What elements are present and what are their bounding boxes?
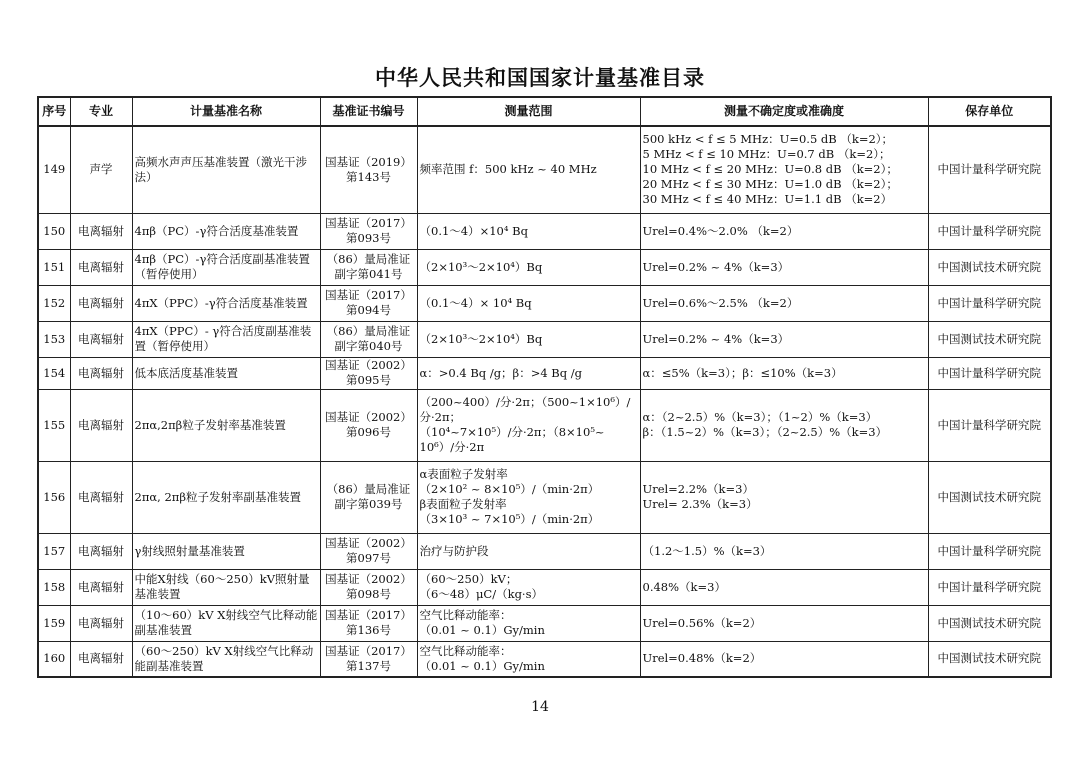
table-row [38, 213, 1051, 249]
cell-major: 电离辐射 [70, 533, 132, 569]
cell-name: 4πX（PPC）-γ符合活度基准装置 [132, 285, 320, 321]
page-title: 中华人民共和国国家计量基准目录 [375, 65, 705, 90]
cell-cert-line: 国基证（2002） [325, 358, 412, 372]
cell-unit: 中国计量科学研究院 [928, 569, 1051, 605]
cell-uncertainty-line: α：（2~2.5）%（k=3）；（1~2）%（k=3） [642, 410, 878, 424]
table-row [38, 249, 1051, 285]
cell-range [417, 569, 640, 605]
header-unit: 保存单位 [928, 97, 1051, 126]
cell-range-line: 空气比释动能率： [419, 643, 512, 658]
cell-uncertainty-line: Urel=0.48%（k=2） [642, 651, 762, 666]
cell-cert [320, 126, 417, 213]
cell-major: 电离辐射 [70, 249, 132, 285]
cell-cert [320, 641, 417, 677]
cell-range [417, 533, 640, 569]
cell-uncertainty [640, 389, 928, 461]
header-major: 专业 [70, 97, 132, 126]
cell-uncertainty [640, 213, 928, 249]
cell-uncertainty [640, 641, 928, 677]
cell-range-line: （0.01 ~ 0.1）Gy/min [419, 623, 545, 637]
cell-cert-line: 第143号 [346, 169, 391, 184]
cell-cert-line: 副字第041号 [334, 267, 403, 281]
page-number: 14 [531, 699, 549, 715]
cell-no: 154 [38, 357, 70, 389]
cell-cert-line: （86）量局准证 [326, 324, 411, 338]
cell-uncertainty-line: Urel=0.6%～2.5% （k=2） [642, 295, 799, 310]
standards-table [37, 96, 1052, 678]
cell-range [417, 461, 640, 533]
cell-uncertainty [640, 605, 928, 641]
cell-uncertainty-line: α：≤5%（k=3）；β：≤10%（k=3） [642, 365, 843, 380]
cell-uncertainty [640, 569, 928, 605]
cell-unit: 中国计量科学研究院 [928, 533, 1051, 569]
cell-no: 151 [38, 249, 70, 285]
table-row [38, 533, 1051, 569]
cell-range-line: （2×10³～2×10⁴）Bq [419, 259, 543, 274]
cell-name: 中能X射线（60～250）kV照射量基准装置 [132, 569, 320, 605]
table-row [38, 641, 1051, 677]
cell-range-line: （0.1～4）×10⁴ Bq [419, 223, 528, 238]
cell-cert-line: 第095号 [346, 373, 391, 387]
cell-range-line: 10⁶）/分·2π [419, 440, 485, 454]
cell-no: 149 [38, 126, 70, 213]
cell-cert-line: 国基证（2017） [325, 608, 412, 622]
cell-uncertainty-line: 30 MHz < f ≤ 40 MHz：U=1.1 dB （k=2） [642, 192, 893, 207]
cell-no: 158 [38, 569, 70, 605]
header-range: 测量范围 [417, 97, 640, 126]
cell-cert [320, 461, 417, 533]
cell-range-line: β表面粒子发射率 [419, 497, 507, 511]
table-header-row [38, 97, 1051, 126]
cell-major: 电离辐射 [70, 285, 132, 321]
cell-cert-line: 国基证（2002） [325, 536, 412, 550]
cell-uncertainty-line: （1.2～1.5）%（k=3） [642, 543, 772, 558]
cell-uncertainty [640, 461, 928, 533]
header-uncertainty: 测量不确定度或准确度 [640, 97, 928, 126]
cell-range [417, 213, 640, 249]
cell-cert-line: 第097号 [346, 551, 391, 565]
cell-cert-line: 国基证（2017） [325, 216, 412, 230]
header-cert: 基准证书编号 [320, 97, 417, 126]
cell-no: 160 [38, 641, 70, 677]
cell-major: 电离辐射 [70, 605, 132, 641]
cell-range-line: （60～250）kV； [419, 572, 518, 586]
cell-cert-line: （86）量局准证 [326, 252, 411, 266]
cell-uncertainty [640, 357, 928, 389]
cell-range [417, 249, 640, 285]
cell-unit: 中国计量科学研究院 [928, 357, 1051, 389]
table-row [38, 357, 1051, 389]
cell-major: 电离辐射 [70, 569, 132, 605]
cell-unit: 中国测试技术研究院 [928, 461, 1051, 533]
cell-name: 高频水声声压基准装置（激光干涉法） [132, 126, 320, 213]
cell-cert-line: 第094号 [346, 303, 391, 317]
cell-name: 4πX（PPC）- γ符合活度副基准装置（暂停使用） [132, 321, 320, 357]
cell-major: 电离辐射 [70, 213, 132, 249]
cell-uncertainty [640, 126, 928, 213]
cell-cert-line: 国基证（2017） [325, 643, 412, 658]
table-row [38, 605, 1051, 641]
cell-range [417, 605, 640, 641]
cell-cert-line: 国基证（2017） [325, 288, 412, 302]
cell-cert [320, 533, 417, 569]
cell-uncertainty-line: 0.48%（k=3） [642, 579, 726, 594]
cell-range-line: 频率范围 f：500 kHz ~ 40 MHz [419, 162, 597, 177]
cell-cert [320, 285, 417, 321]
cell-cert-line: 第137号 [346, 658, 391, 673]
cell-cert-line: 第098号 [346, 587, 391, 601]
cell-uncertainty-line: 20 MHz < f ≤ 30 MHz：U=1.0 dB （k=2）； [642, 177, 898, 192]
cell-unit: 中国测试技术研究院 [928, 605, 1051, 641]
cell-uncertainty-line: Urel=0.2% ~ 4%（k=3） [642, 259, 790, 274]
cell-range-line: （3×10³ ~ 7×10⁵）/（min·2π） [419, 512, 600, 526]
table-body [38, 126, 1051, 677]
cell-unit: 中国计量科学研究院 [928, 285, 1051, 321]
cell-cert-line: 第136号 [346, 623, 391, 637]
cell-cert [320, 569, 417, 605]
cell-unit: 中国计量科学研究院 [928, 126, 1051, 213]
cell-name: 低本底活度基准装置 [132, 357, 320, 389]
cell-cert-line: 第096号 [346, 425, 391, 439]
cell-cert-line: 国基证（2002） [325, 572, 412, 586]
cell-range-line: α：>0.4 Bq /g；β：>4 Bq /g [419, 365, 583, 380]
cell-range-line: α表面粒子发射率 [419, 467, 508, 481]
cell-no: 157 [38, 533, 70, 569]
cell-name: 4πβ（PC）-γ符合活度副基准装置（暂停使用） [132, 249, 320, 285]
cell-major: 电离辐射 [70, 357, 132, 389]
cell-unit: 中国测试技术研究院 [928, 641, 1051, 677]
cell-no: 152 [38, 285, 70, 321]
cell-range [417, 126, 640, 213]
cell-name: （10～60）kV X射线空气比释动能副基准装置 [132, 605, 320, 641]
cell-range [417, 321, 640, 357]
cell-cert [320, 321, 417, 357]
cell-no: 150 [38, 213, 70, 249]
cell-range [417, 389, 640, 461]
cell-name: （60～250）kV X射线空气比释动能副基准装置 [132, 641, 320, 677]
table-row [38, 126, 1051, 213]
cell-uncertainty [640, 285, 928, 321]
cell-range [417, 641, 640, 677]
cell-major: 电离辐射 [70, 641, 132, 677]
cell-cert-line: 国基证（2002） [325, 410, 412, 424]
cell-cert [320, 249, 417, 285]
cell-range [417, 357, 640, 389]
table-row [38, 461, 1051, 533]
cell-cert-line: 副字第040号 [334, 339, 403, 353]
cell-cert-line: 副字第039号 [334, 497, 403, 511]
cell-range-line: （6～48）μC/（kg·s） [419, 587, 543, 601]
cell-cert [320, 389, 417, 461]
header-name: 计量基准名称 [132, 97, 320, 126]
cell-unit: 中国测试技术研究院 [928, 321, 1051, 357]
cell-no: 159 [38, 605, 70, 641]
cell-uncertainty-line: Urel=0.2% ~ 4%（k=3） [642, 331, 790, 346]
table-row [38, 321, 1051, 357]
cell-name: γ射线照射量基准装置 [132, 533, 320, 569]
cell-uncertainty-line: β：（1.5~2）%（k=3）；（2~2.5）%（k=3） [642, 425, 888, 439]
cell-uncertainty [640, 249, 928, 285]
cell-unit: 中国计量科学研究院 [928, 213, 1051, 249]
cell-major: 声学 [70, 126, 132, 213]
table-row [38, 285, 1051, 321]
cell-no: 156 [38, 461, 70, 533]
cell-cert-line: （86）量局准证 [326, 482, 411, 496]
table-row [38, 389, 1051, 461]
cell-cert [320, 605, 417, 641]
cell-uncertainty [640, 321, 928, 357]
cell-name: 2πα,2πβ粒子发射率基准装置 [132, 389, 320, 461]
cell-range-line: （10⁴~7×10⁵）/分·2π；（8×10⁵~ [419, 425, 605, 439]
cell-unit: 中国计量科学研究院 [928, 389, 1051, 461]
cell-uncertainty-line: Urel=0.4%～2.0% （k=2） [642, 223, 799, 238]
cell-name: 2πα, 2πβ粒子发射率副基准装置 [132, 461, 320, 533]
cell-uncertainty-line: 500 kHz < f ≤ 5 MHz：U=0.5 dB （k=2）； [642, 132, 894, 147]
cell-range-line: （200~400）/分·2π；（500~1×10⁶）/ [419, 395, 631, 409]
cell-range-line: （0.01 ~ 0.1）Gy/min [419, 658, 545, 673]
cell-range-line: （0.1～4）× 10⁴ Bq [419, 295, 532, 310]
cell-uncertainty-line: Urel= 2.3%（k=3） [642, 497, 758, 511]
cell-cert [320, 357, 417, 389]
cell-cert-line: 第093号 [346, 231, 391, 245]
cell-cert-line: 国基证（2019） [325, 154, 412, 169]
cell-unit: 中国测试技术研究院 [928, 249, 1051, 285]
cell-major: 电离辐射 [70, 389, 132, 461]
cell-cert [320, 213, 417, 249]
cell-range [417, 285, 640, 321]
cell-uncertainty-line: 5 MHz < f ≤ 10 MHz：U=0.7 dB （k=2）； [642, 147, 891, 162]
table-row [38, 569, 1051, 605]
cell-no: 153 [38, 321, 70, 357]
cell-no: 155 [38, 389, 70, 461]
cell-range-line: （2×10² ~ 8×10⁵）/（min·2π） [419, 482, 600, 496]
cell-range-line: 空气比释动能率： [419, 608, 512, 622]
cell-range-line: 分·2π； [419, 410, 462, 424]
cell-uncertainty [640, 533, 928, 569]
cell-uncertainty-line: 10 MHz < f ≤ 20 MHz：U=0.8 dB （k=2）； [642, 162, 898, 177]
header-no: 序号 [38, 97, 70, 126]
cell-uncertainty-line: Urel=2.2%（k=3） [642, 482, 754, 496]
cell-range-line: （2×10³～2×10⁴）Bq [419, 331, 543, 346]
cell-name: 4πβ（PC）-γ符合活度基准装置 [132, 213, 320, 249]
cell-major: 电离辐射 [70, 321, 132, 357]
cell-major: 电离辐射 [70, 461, 132, 533]
cell-uncertainty-line: Urel=0.56%（k=2） [642, 615, 762, 630]
cell-range-line: 治疗与防护段 [419, 543, 489, 558]
